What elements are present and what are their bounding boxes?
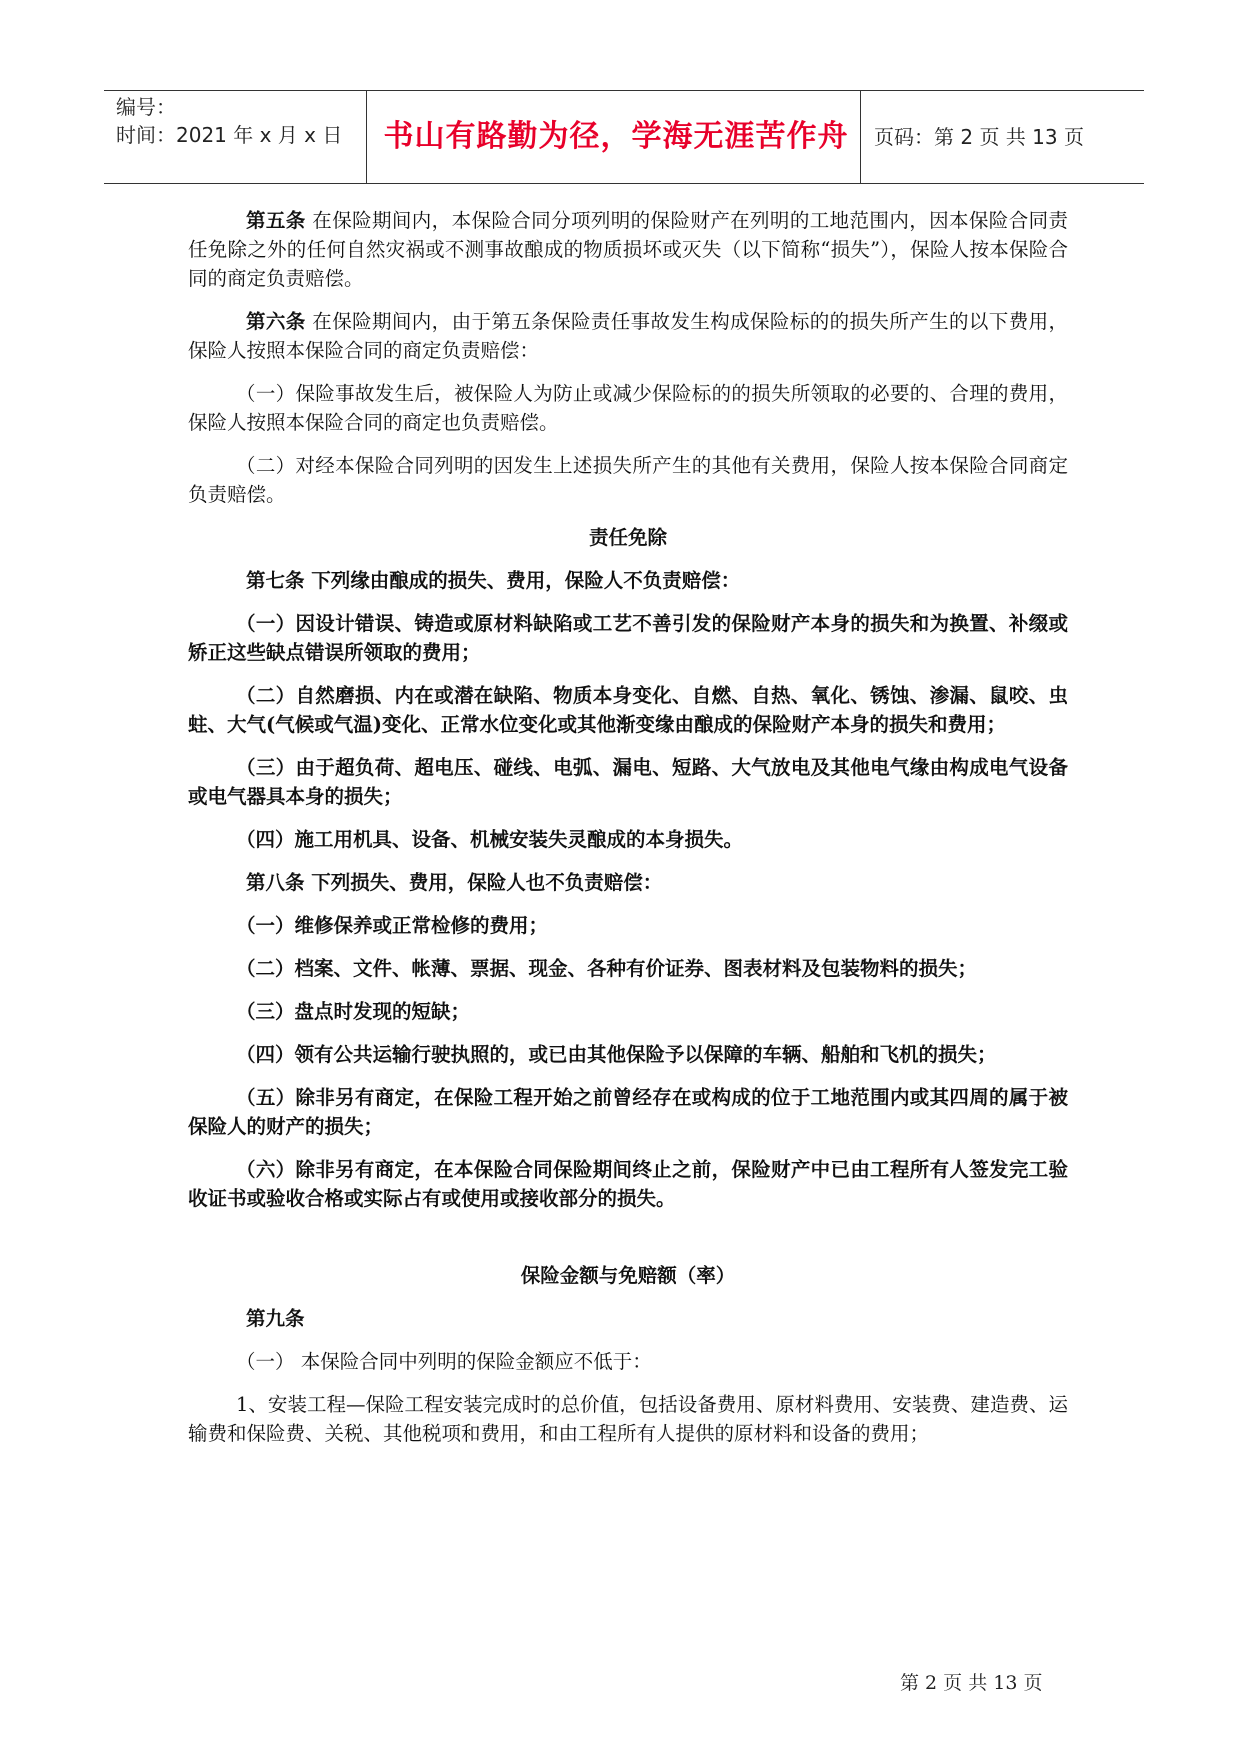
- section-heading-amount: 保险金额与免赔额（率）: [520, 1264, 736, 1287]
- article-9-item-1: （一） 本保险合同中列明的保险金额应不低于：: [236, 1350, 652, 1373]
- article-6-text: 在保险期间内，由于第五条保险责任事故发生构成保险标的的损失所产生的以下费用，保险人按照本保险合同的商定负责赔偿：: [188, 310, 1068, 362]
- article-5-text: 在保险期间内，本保险合同分项列明的保险财产在列明的工地范围内，因本保险合同责任免除之外的任何自然灾祸或不测事故酿成的物质损坏或灭失（以下简称“损失”），保险人按本保险合同的商定负责赔偿。: [188, 209, 1068, 290]
- article-6: [188, 307, 1068, 365]
- article-7: 第七条 下列缘由酿成的损失、费用，保险人不负责赔偿：: [246, 569, 741, 592]
- article-7-item-2: （二）自然磨损、内在或潜在缺陷、物质本身变化、自燃、自热、氧化、锈蚀、渗漏、鼠咬、虫蛀、大气(气候或气温)变化、正常水位变化或其他渐变缘由酿成的保险财产本身的损失和费用；: [188, 684, 1068, 736]
- document-time-label: 时间：2021 年 x 月 x 日: [116, 123, 343, 147]
- page-header: [104, 90, 1144, 184]
- article-5: [188, 206, 1068, 293]
- article-6-item-2: （二）对经本保险合同列明的因发生上述损失所产生的其他有关费用，保险人按本保险合同商定负责赔偿。: [188, 454, 1068, 506]
- header-page-number: 页码：第 2 页 共 13 页: [874, 125, 1084, 149]
- article-6-title: 第六条: [246, 310, 306, 333]
- header-motto: 书山有路勤为径，学海无涯苦作舟: [383, 119, 849, 154]
- page-footer-number: 第 2 页 共 13 页: [900, 1672, 1043, 1694]
- header-divider-right: [860, 91, 861, 183]
- article-8: 第八条 下列损失、费用，保险人也不负责赔偿：: [246, 871, 663, 894]
- spacer: [188, 1227, 1068, 1261]
- article-7-item-3: （三）由于超负荷、超电压、碰线、电弧、漏电、短路、大气放电及其他电气缘由构成电气设备或电气器具本身的损失；: [188, 756, 1068, 808]
- document-number-label: 编号：: [116, 95, 176, 119]
- article-8-item-5: （五）除非另有商定，在保险工程开始之前曾经存在或构成的位于工地范围内或其四周的属于被保险人的财产的损失；: [188, 1086, 1068, 1138]
- document-body: [188, 206, 1068, 1462]
- article-9: 第九条: [246, 1307, 305, 1330]
- article-8-item-3: （三）盘点时发现的短缺；: [236, 1000, 471, 1023]
- article-8-item-1: （一）维修保养或正常检修的费用；: [236, 914, 549, 937]
- article-7-item-4: （四）施工用机具、设备、机械安装失灵酿成的本身损失。: [236, 828, 744, 851]
- header-meta: [116, 91, 366, 183]
- article-7-item-1: （一）因设计错误、铸造或原材料缺陷或工艺不善引发的保险财产本身的损失和为换置、补缀或矫正这些缺点错误所领取的费用；: [188, 612, 1068, 664]
- header-divider-left: [366, 91, 367, 183]
- article-8-item-4: （四）领有公共运输行驶执照的，或已由其他保险予以保障的车辆、船舶和飞机的损失；: [236, 1043, 997, 1066]
- article-8-item-2: （二）档案、文件、帐薄、票据、现金、各种有价证券、图表材料及包装物料的损失；: [236, 957, 978, 980]
- article-9-item-1-1: 1、安装工程—保险工程安装完成时的总价值，包括设备费用、原材料费用、安装费、建造费、运输费和保险费、关税、其他税项和费用，和由工程所有人提供的原材料和设备的费用；: [188, 1393, 1068, 1445]
- article-8-item-6: （六）除非另有商定，在本保险合同保险期间终止之前，保险财产中已由工程所有人签发完工验收证书或验收合格或实际占有或使用或接收部分的损失。: [188, 1158, 1068, 1210]
- article-6-item-1: （一）保险事故发生后，被保险人为防止或减少保险标的的损失所领取的必要的、合理的费用，保险人按照本保险合同的商定也负责赔偿。: [188, 382, 1068, 434]
- section-heading-exemption: 责任免除: [588, 526, 667, 549]
- article-5-title: 第五条: [246, 209, 306, 232]
